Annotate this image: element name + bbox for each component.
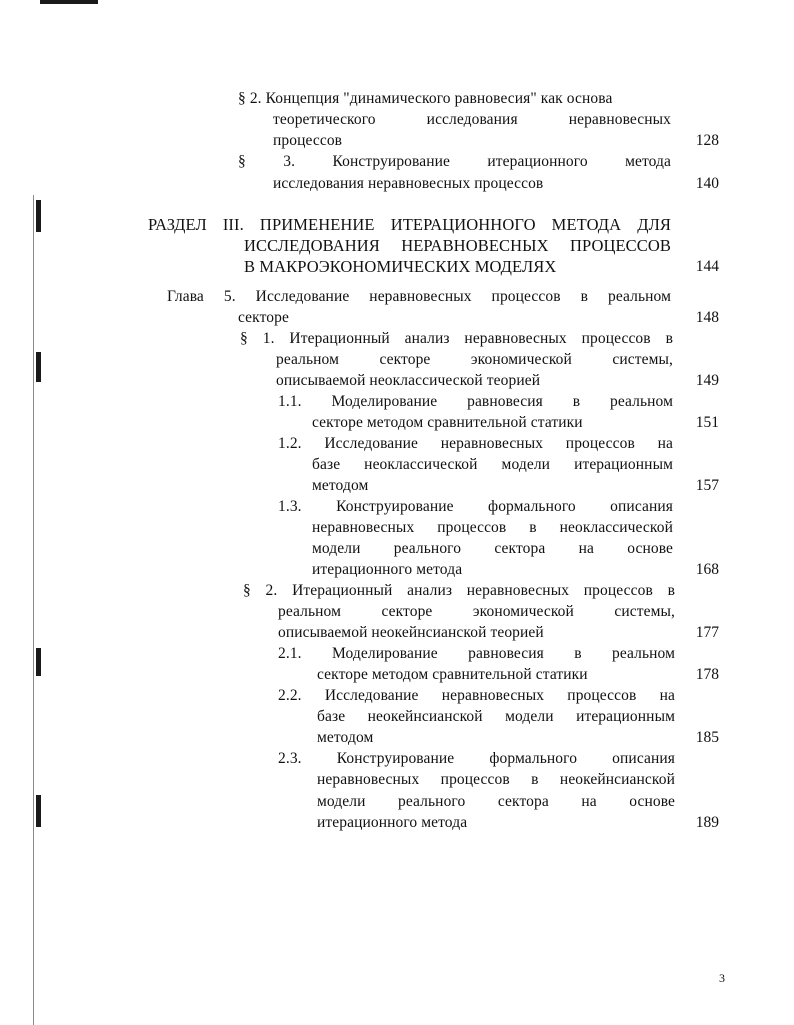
toc-page-number: 151	[695, 414, 719, 431]
part-heading: ИССЛЕДОВАНИЯ НЕРАВНОВЕСНЫХ ПРОЦЕССОВ	[244, 236, 671, 255]
toc-line: неравновесных процессов в неоклассической	[312, 519, 673, 536]
scan-artifact-top	[40, 0, 98, 4]
toc-page-number: 140	[695, 175, 719, 192]
toc-line: 2.2. Исследование неравновесных процессов на	[278, 687, 675, 704]
toc-line: § 3. Конструирование итерационного метода	[238, 153, 671, 170]
scan-mark-3	[36, 648, 41, 676]
toc-page-number: 178	[695, 666, 719, 683]
toc-page-number: 128	[695, 132, 719, 149]
scan-mark-4	[36, 795, 41, 827]
part-heading: РАЗДЕЛ III. ПРИМЕНЕНИЕ ИТЕРАЦИОННОГО МЕТОДА ДЛЯ	[148, 215, 671, 234]
toc-line: 1.3. Конструирование формального описания	[278, 498, 673, 515]
toc-line: теоретического исследования неравновесных	[273, 111, 671, 128]
toc-line: реальном секторе экономической системы,	[276, 351, 673, 368]
toc-page-number: 149	[695, 372, 719, 389]
toc-line: процессов	[273, 132, 343, 149]
chapter-heading: Глава 5. Исследование неравновесных процессов в реальном	[167, 288, 671, 305]
toc-line: секторе методом сравнительной статики	[312, 414, 583, 431]
page-number: 3	[719, 971, 725, 985]
toc-page-number: 189	[695, 814, 719, 831]
toc-line: 2.3. Конструирование формального описания	[278, 750, 675, 767]
toc-page-number: 144	[695, 258, 719, 275]
toc-line: описываемой неоклассической теорией	[276, 372, 541, 389]
toc-line: секторе методом сравнительной статики	[317, 666, 588, 683]
toc-line: модели реального сектора на основе	[317, 793, 675, 810]
toc-line: базе неоклассической модели итерационным	[312, 456, 673, 473]
toc-page-number: 177	[695, 624, 719, 641]
toc-line: неравновесных процессов в неокейнсианской	[317, 771, 675, 788]
toc-line: § 1. Итерационный анализ неравновесных процессов в	[240, 330, 673, 347]
toc-line: § 2. Концепция "динамического равновесия" как основа	[238, 90, 613, 107]
scan-edge-line	[33, 195, 34, 1025]
toc-line: 2.1. Моделирование равновесия в реальном	[278, 645, 675, 662]
toc-page-number: 185	[695, 729, 719, 746]
toc-line: методом	[312, 477, 369, 494]
toc-line: исследования неравновесных процессов	[273, 175, 544, 192]
toc-line: 1.2. Исследование неравновесных процессов на	[278, 435, 673, 452]
scan-mark-1	[36, 200, 41, 232]
toc-page-number: 168	[695, 561, 719, 578]
part-heading: В МАКРОЭКОНОМИЧЕСКИХ МОДЕЛЯХ	[244, 257, 557, 276]
toc-line: итерационного метода	[317, 814, 468, 831]
toc-line: модели реального сектора на основе	[312, 540, 673, 557]
toc-line: базе неокейнсианской модели итерационным	[317, 708, 675, 725]
scan-mark-2	[36, 352, 41, 382]
chapter-heading: секторе	[238, 309, 289, 326]
toc-line: 1.1. Моделирование равновесия в реальном	[278, 393, 673, 410]
toc-line: § 2. Итерационный анализ неравновесных процессов в	[243, 582, 675, 599]
toc-line: реальном секторе экономической системы,	[278, 603, 675, 620]
toc-page-number: 148	[695, 309, 719, 326]
toc-page-number: 157	[695, 477, 719, 494]
toc-line: итерационного метода	[312, 561, 463, 578]
toc-line: описываемой неокейнсианской теорией	[278, 624, 544, 641]
toc-line: методом	[317, 729, 374, 746]
